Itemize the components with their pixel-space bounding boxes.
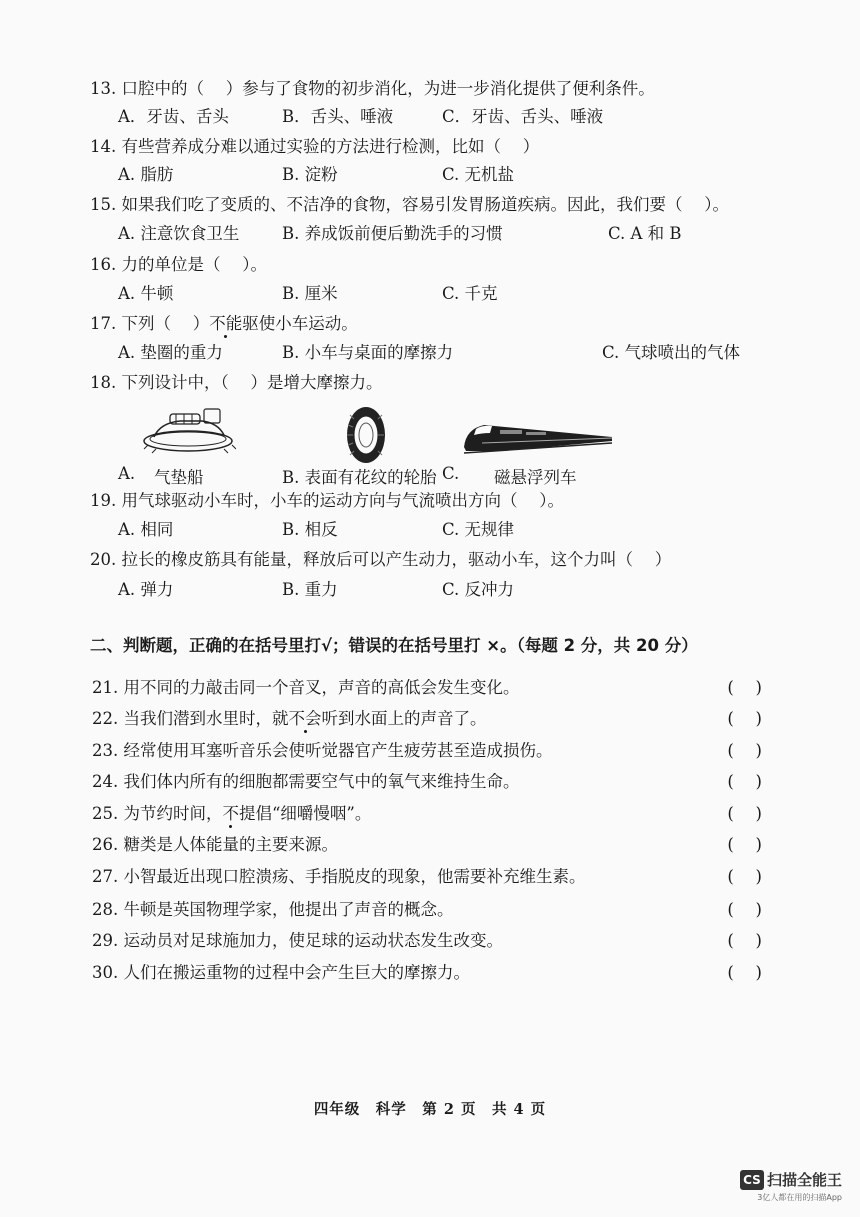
emphasis-text: 不 (222, 804, 239, 823)
option-a: A. 注意饮食卫生 (118, 224, 240, 243)
answer-bracket: ( ) (727, 709, 762, 728)
judgement-21: 21. 用不同的力敲击同一个音叉，声音的高低会发生变化。 ( ) (92, 674, 762, 698)
option-b: B. 重力 (282, 580, 338, 599)
option-c: C. 气球喷出的气体 (602, 343, 741, 362)
option-c: C. 无机盐 (442, 165, 515, 184)
option-c: C. 千克 (442, 284, 498, 303)
camscanner-logo-icon: CS (740, 1170, 764, 1190)
option-a: A. 脂肪 (118, 165, 174, 184)
option-c-label: 磁悬浮列车 (494, 468, 577, 487)
question-14: 14. 有些营养成分难以通过实验的方法进行检测，比如（ ） (90, 137, 540, 156)
judgement-24: 24. 我们体内所有的细胞都需要空气中的氧气来维持生命。 ( ) (92, 768, 762, 792)
option-b: B. 淀粉 (282, 165, 338, 184)
option-c: C. (442, 464, 460, 483)
judgement-25: 25. 为节约时间，不提倡“细嚼慢咽”。 ( ) (92, 800, 762, 824)
brand-tagline: 3亿人都在用的扫描App (757, 1193, 842, 1202)
option-b: B. 表面有花纹的轮胎 (282, 468, 437, 487)
page-footer: 四年级 科学 第 2 页 共 4 页 (313, 1101, 547, 1118)
option-b: B. 养成饭前便后勤洗手的习惯 (282, 224, 503, 243)
question-16: 16. 力的单位是（ ）。 (90, 255, 267, 274)
section-title: 二、判断题，正确的在括号里打√；错误的在括号里打 ×。（每题 2 分，共 20 分） (90, 636, 698, 655)
judgement-29: 29. 运动员对足球施加力，使足球的运动状态发生改变。 ( ) (92, 927, 762, 951)
answer-bracket: ( ) (727, 963, 762, 982)
answer-bracket: ( ) (727, 741, 762, 760)
option-a: A. 垫圈的重力 (118, 343, 223, 362)
question-19: 19. 用气球驱动小车时，小车的运动方向与气流喷出方向（ ）。 (90, 491, 564, 510)
maglev-train-image (462, 413, 612, 455)
answer-bracket: ( ) (727, 900, 762, 919)
question-18: 18. 下列设计中，（ ）是增大摩擦力。 (90, 373, 383, 392)
scanner-watermark (740, 1169, 842, 1203)
judgement-22: 22. 当我们潜到水里时，就不会听到水面上的声音了。 ( ) (92, 705, 762, 729)
question-20: 20. 拉长的橡皮筋具有能量，释放后可以产生动力，驱动小车，这个力叫（ ） (90, 550, 672, 569)
option-c: C. 无规律 (442, 520, 515, 539)
question-17: 17. 下列（ ）不能驱使小车运动。 (90, 314, 358, 333)
answer-bracket: ( ) (727, 835, 762, 854)
question-15: 15. 如果我们吃了变质的、不洁净的食物，容易引发胃肠道疾病。因此，我们要（ ）。 (90, 195, 729, 214)
hovercraft-image (140, 405, 236, 455)
option-a-label: 气垫船 (154, 468, 204, 487)
option-a: A. 弹力 (118, 580, 174, 599)
judgement-23: 23. 经常使用耳塞听音乐会使听觉器官产生疲劳甚至造成损伤。 ( ) (92, 737, 762, 761)
option-b: B. 厘米 (282, 284, 338, 303)
option-c: C. 反冲力 (442, 580, 515, 599)
option-a: A. 相同 (118, 520, 174, 539)
judgement-30: 30. 人们在搬运重物的过程中会产生巨大的摩擦力。 ( ) (92, 959, 762, 983)
tire-image (345, 405, 387, 465)
option-a: A. 牛顿 (118, 284, 174, 303)
option-b: B．舌头、唾液 (282, 107, 394, 126)
option-a: A. (118, 464, 136, 483)
emphasis-text: 不会 (288, 709, 322, 728)
emphasis-text: 不能 (209, 314, 243, 333)
option-c: C．牙齿、舌头、唾液 (442, 107, 604, 126)
option-b: B. 小车与桌面的摩擦力 (282, 343, 454, 362)
answer-bracket: ( ) (727, 867, 762, 886)
answer-bracket: ( ) (727, 772, 762, 791)
answer-bracket: ( ) (727, 804, 762, 823)
option-a: A．牙齿、舌头 (118, 107, 229, 126)
option-c: C. A 和 B (608, 224, 682, 243)
question-13: 13. 口腔中的（ ）参与了食物的初步消化，为进一步消化提供了便利条件。 (90, 79, 655, 98)
answer-bracket: ( ) (727, 678, 762, 697)
judgement-28: 28. 牛顿是英国物理学家，他提出了声音的概念。 ( ) (92, 896, 762, 920)
option-b: B. 相反 (282, 520, 338, 539)
answer-bracket: ( ) (727, 931, 762, 950)
judgement-26: 26. 糖类是人体能量的主要来源。 ( ) (92, 831, 762, 855)
judgement-27: 27. 小智最近出现口腔溃疡、手指脱皮的现象，他需要补充维生素。 ( ) (92, 863, 762, 887)
brand-name: 扫描全能王 (766, 1171, 842, 1189)
